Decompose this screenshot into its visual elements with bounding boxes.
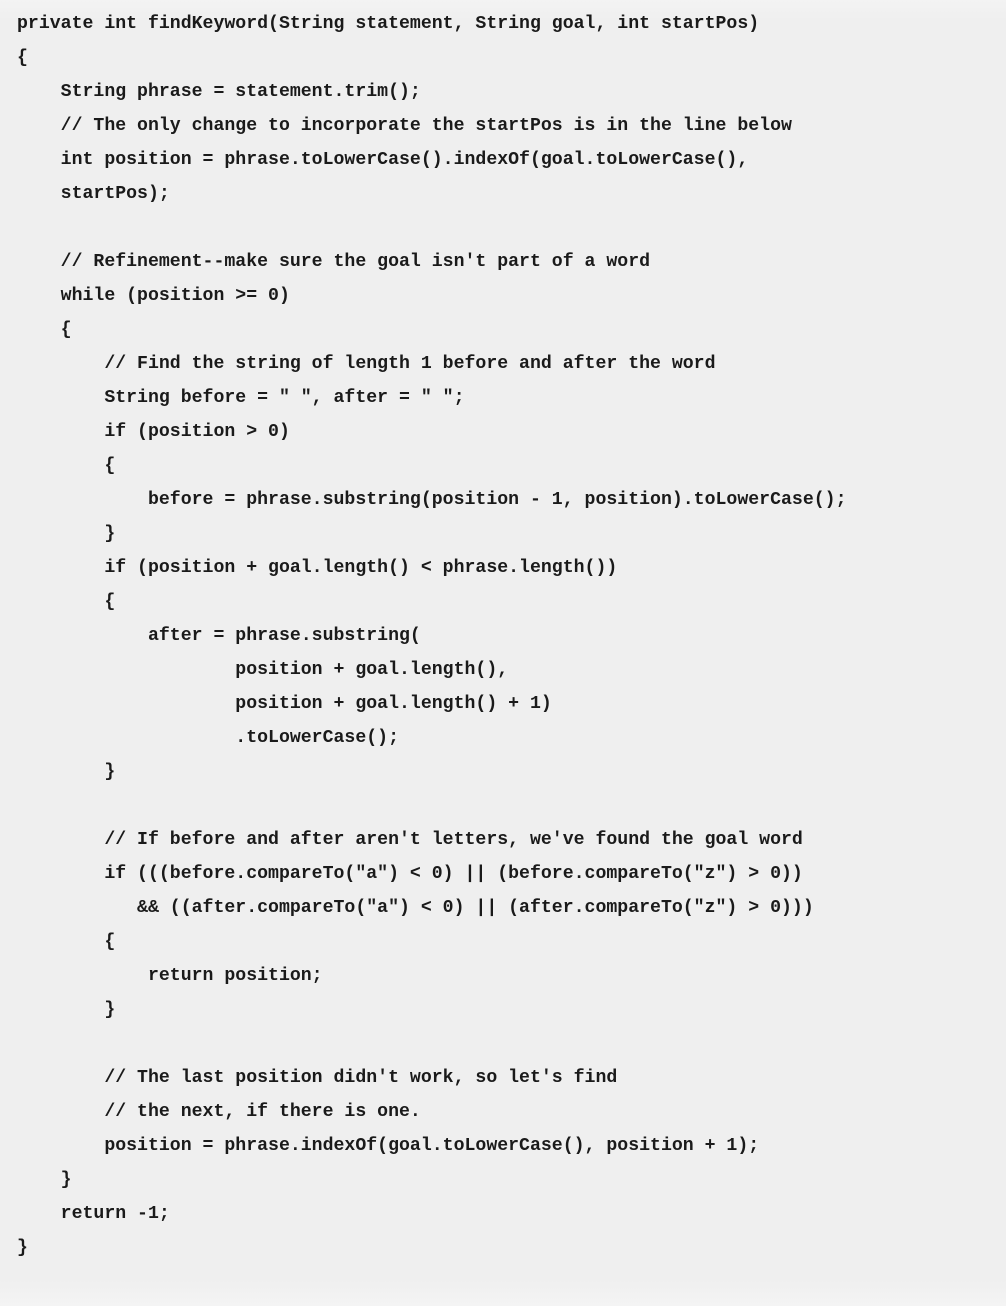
code-line: // The only change to incorporate the startPos is in the line below: [17, 116, 792, 136]
code-line: {: [17, 932, 116, 952]
code-line: }: [17, 1000, 116, 1020]
code-line: String phrase = statement.trim();: [17, 82, 421, 102]
code-line: }: [17, 762, 116, 782]
code-line: if (((before.compareTo("a") < 0) || (before.compareTo("z") > 0)): [17, 864, 803, 884]
code-line: if (position + goal.length() < phrase.length()): [17, 558, 618, 578]
code-line: return -1;: [17, 1204, 170, 1224]
code-line: private int findKeyword(String statement, String goal, int startPos): [17, 14, 760, 34]
code-line: {: [17, 320, 72, 340]
code-line: int position = phrase.toLowerCase().indexOf(goal.toLowerCase(),: [17, 150, 749, 170]
code-line: {: [17, 48, 28, 68]
code-line: position + goal.length(),: [17, 660, 509, 680]
code-line: }: [17, 524, 116, 544]
code-line: {: [17, 456, 116, 476]
code-line: return position;: [17, 966, 323, 986]
code-line: // Refinement--make sure the goal isn't part of a word: [17, 252, 651, 272]
code-line: while (position >= 0): [17, 286, 290, 306]
code-line: after = phrase.substring(: [17, 626, 421, 646]
code-line: }: [17, 1238, 28, 1258]
code-line: position = phrase.indexOf(goal.toLowerCase(), position + 1);: [17, 1136, 760, 1156]
code-line: if (position > 0): [17, 422, 290, 442]
code-line: position + goal.length() + 1): [17, 694, 552, 714]
code-line: // If before and after aren't letters, we've found the goal word: [17, 830, 803, 850]
code-line: .toLowerCase();: [17, 728, 399, 748]
code-line: // the next, if there is one.: [17, 1102, 421, 1122]
code-line: // The last position didn't work, so let's find: [17, 1068, 618, 1088]
code-line: }: [17, 1170, 72, 1190]
code-line: startPos);: [17, 184, 170, 204]
code-line: String before = " ", after = " ";: [17, 388, 465, 408]
code-line: {: [17, 592, 116, 612]
code-line: && ((after.compareTo("a") < 0) || (after.compareTo("z") > 0))): [17, 898, 814, 918]
code-line: before = phrase.substring(position - 1, position).toLowerCase();: [17, 490, 847, 510]
code-line: // Find the string of length 1 before and after the word: [17, 354, 716, 374]
